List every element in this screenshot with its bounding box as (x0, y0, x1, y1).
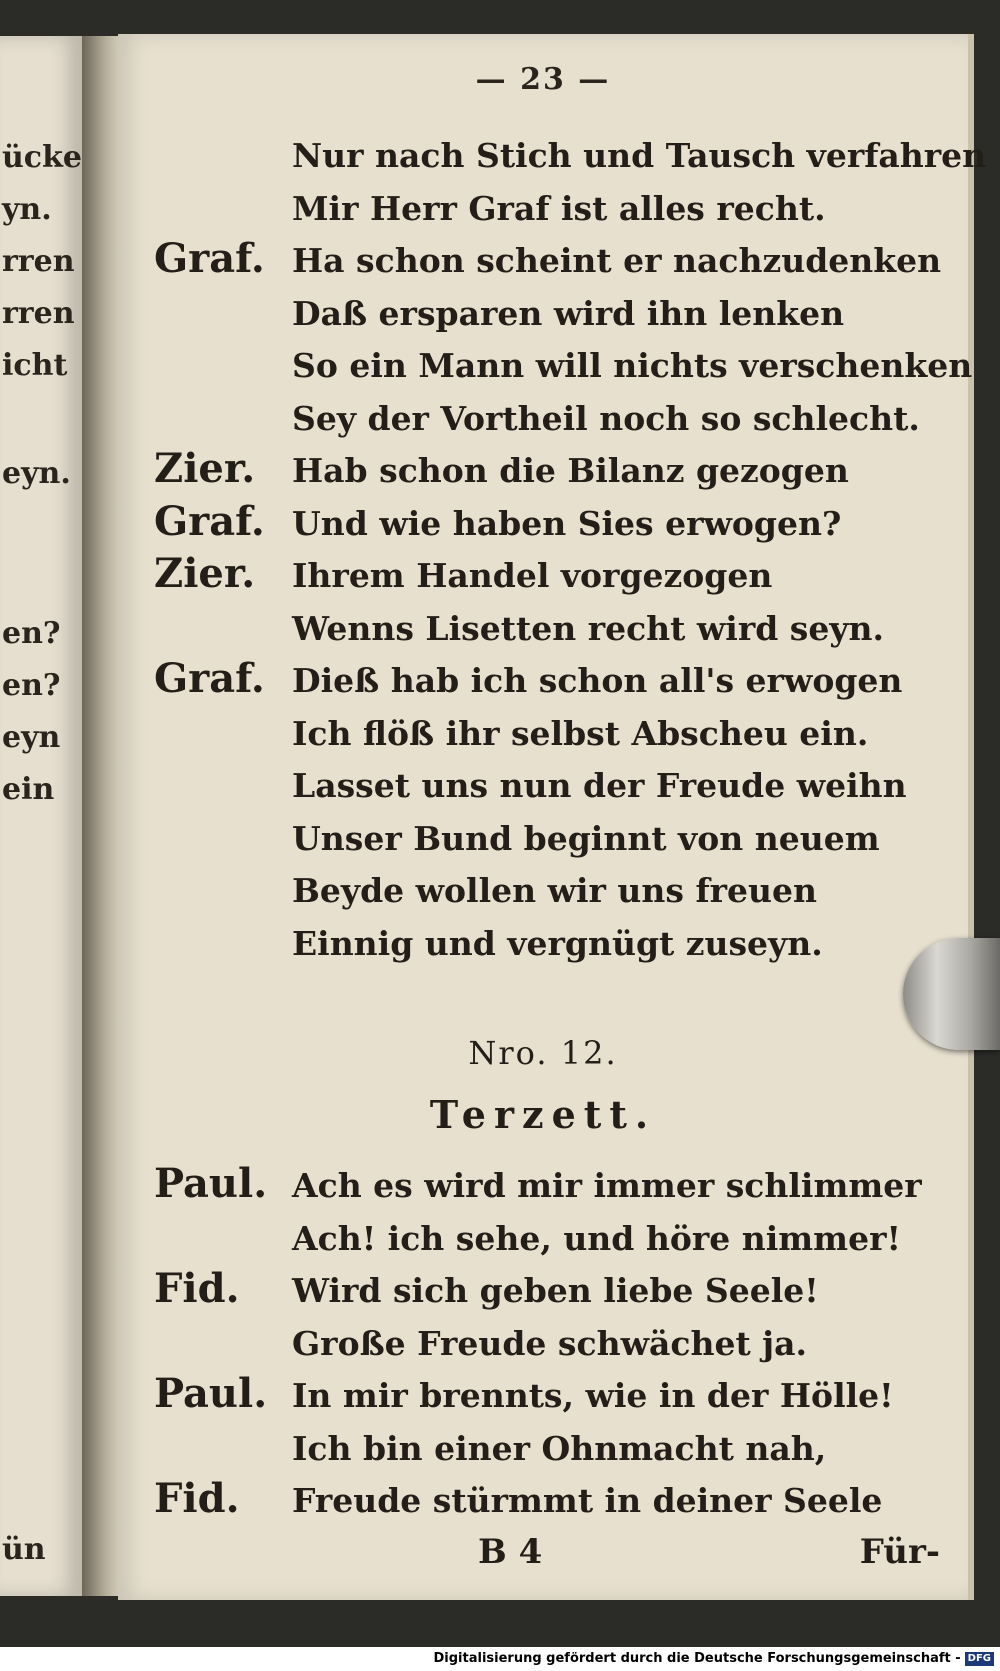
left-fragment: yn. (2, 192, 52, 227)
verse-text: Lasset uns nun der Freude weihn (292, 766, 907, 805)
verse-line (118, 1265, 968, 1319)
verse-line (118, 1318, 968, 1372)
verse-text: Ich flöß ihr selbst Abscheu ein. (292, 713, 869, 753)
dfg-logo: DFG (965, 1652, 994, 1666)
verse-line (118, 235, 968, 289)
verse-text: So ein Mann will nichts verschenken (292, 346, 973, 385)
verse-text: Freude stürmmt in deiner Seele (292, 1481, 883, 1520)
speaker-label: Graf. (154, 497, 265, 545)
signature-mark: B 4 (478, 1532, 543, 1572)
verse-line (118, 550, 968, 604)
verse-text: Ach! ich sehe, und höre nimmer! (292, 1218, 901, 1258)
section-title: Terzett. (429, 1092, 657, 1137)
verse-text: Und wie haben Sies erwogen? (292, 503, 842, 543)
speaker-label: Fid. (154, 1265, 240, 1312)
verse-line (118, 813, 968, 867)
speaker-label: Paul. (154, 1370, 268, 1417)
page-number: — 23 — (475, 62, 611, 97)
verse-text: Einnig und vergnügt zuseyn. (292, 923, 823, 963)
verse-text: Nur nach Stich und Tausch verfahren (292, 136, 987, 175)
verse-line (118, 1160, 968, 1214)
left-fragment: en? (2, 668, 61, 703)
speaker-label: Paul. (154, 1160, 268, 1207)
left-fragment: ücke (2, 140, 82, 175)
left-fragment: en? (2, 616, 61, 651)
verse-text: Unser Bund beginnt von neuem (292, 818, 880, 858)
left-fragment: rren (2, 244, 75, 279)
verse-text: Daß ersparen wird ihn lenken (292, 293, 845, 333)
verse-line (118, 760, 968, 814)
verse-text: Mir Herr Graf ist alles recht. (292, 188, 826, 228)
book-page (118, 34, 987, 1600)
verse-line (118, 918, 968, 972)
footer-bar (0, 1647, 1000, 1671)
verse-line (118, 708, 968, 762)
verse-line (118, 445, 968, 499)
verse-text: Ach es wird mir immer schlimmer (292, 1166, 922, 1205)
verse-line (118, 393, 968, 447)
speaker-label: Zier. (154, 550, 256, 597)
speaker-label: Graf. (154, 655, 265, 702)
verse-line (118, 183, 968, 237)
speaker-label: Zier. (154, 445, 256, 492)
verse-line (118, 655, 968, 709)
verse-line (118, 340, 973, 394)
left-fragment: icht (2, 348, 68, 383)
left-fragment: rren (2, 296, 75, 331)
verse-text: Ha schon scheint er nachzudenken (292, 241, 942, 280)
verse-line (118, 865, 968, 919)
verse-text: In mir brennts, wie in der Hölle! (292, 1376, 894, 1415)
left-fragment: eyn. (2, 456, 71, 491)
verse-text: Wenns Lisetten recht wird seyn. (292, 608, 885, 648)
verse-line (118, 1213, 968, 1267)
speaker-label: Graf. (154, 235, 265, 282)
verse-line (118, 288, 968, 342)
left-fragment: ün (2, 1532, 46, 1567)
verse-text: Dieß hab ich schon all's erwogen (292, 661, 903, 700)
verse-line (118, 130, 987, 184)
verse-text: Ihrem Handel vorgezogen (292, 556, 773, 595)
verse-line (118, 498, 968, 552)
book-gutter (82, 36, 122, 1596)
verse-text: Sey der Vortheil noch so schlecht. (292, 398, 920, 438)
verse-line (118, 1370, 968, 1424)
verse-text: Wird sich geben liebe Seele! (292, 1271, 819, 1310)
verse-text: Hab schon die Bilanz gezogen (292, 451, 849, 490)
catchword: Für- (859, 1532, 940, 1572)
section-number: Nro. 12. (468, 1034, 618, 1072)
verse-line (118, 1475, 968, 1529)
verse-line (118, 1423, 968, 1477)
verse-text: Ich bin einer Ohnmacht nah, (292, 1428, 827, 1468)
left-page-edge (0, 36, 86, 1596)
verse-text: Große Freude schwächet ja. (292, 1323, 807, 1363)
left-fragment: eyn (2, 720, 61, 755)
verse-text: Beyde wollen wir uns freuen (292, 871, 818, 910)
speaker-label: Fid. (154, 1475, 240, 1522)
left-fragment: ein (2, 772, 55, 807)
verse-line (118, 603, 968, 657)
footer-text: Digitalisierung gefördert durch die Deutsche Forschungsgemeinschaft - (433, 1651, 961, 1666)
